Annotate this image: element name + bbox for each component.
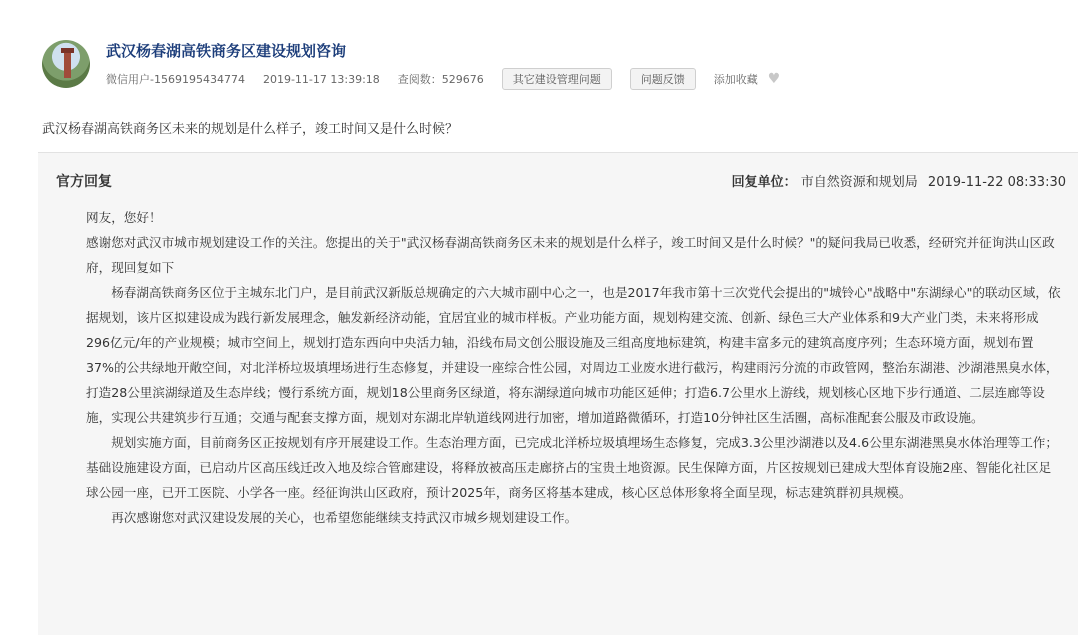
official-reply-panel <box>38 152 1078 635</box>
reply-paragraph: 规划实施方面，目前商务区正按规划有序开展建设工作。生态治理方面，已完成北洋桥垃圾填埋场生态修复，完成3.3公里沙湖港以及4.6公里东湖港黑臭水体治理等工作；基础设施建设方面，已启动片区高压线迁改入地及综合管廊建设，将释放被高压走廊挤占的宝贵土地资源。民生保障方面，片区按规划已建成大型体育设施2座、智能化社区足球公园一座，已开工医院、小学各一座。经征询洪山区政府，预计2025年，商务区将基本建成，核心区总体形象将全面呈现，标志建筑群初具规模。 <box>86 435 1058 500</box>
add-favorite-button[interactable]: 添加收藏 <box>713 73 758 86</box>
reply-unit-label: 回复单位： <box>731 175 797 190</box>
reply-info <box>732 171 1066 190</box>
reply-header <box>38 153 1078 193</box>
category-tag-button[interactable]: 其它建设管理问题 <box>502 68 612 90</box>
post-datetime: 2019-11-17 13:39:18 <box>262 72 380 86</box>
question-text: 武汉杨春湖高铁商务区未来的规划是什么样子，竣工时间又是什么时候？ <box>42 122 459 137</box>
feedback-button[interactable]: 问题反馈 <box>630 68 696 90</box>
reply-unit: 市自然资源和规划局 <box>800 175 918 190</box>
reply-datetime: 2019-11-22 08:33:30 <box>927 175 1066 190</box>
post-title[interactable]: 武汉杨春湖高铁商务区建设规划咨询 <box>106 42 347 60</box>
post-meta <box>106 68 798 90</box>
official-reply-label: 官方回复 <box>56 174 112 190</box>
heart-icon[interactable]: ♥ <box>767 71 781 87</box>
reply-paragraph: 杨春湖高铁商务区位于主城东北门户，是目前武汉新版总规确定的六大城市副中心之一，也是2017年我市第十三次党代会提出的"城铃心"战略中"东湖绿心"的联动区域，依据规划，该片区拟建设成为践行新发展理念，触发新经济动能，宜居宜业的城市样板。产业功能方面，规划构建交流、创新、绿色三大产业体系和9大产业门类，未来将形成296亿元/年的产业规模；城市空间上，规划打造东西向中央活力轴，沿线布局文创公服设施及三组高度地标建筑，构建丰富多元的建筑高度序列；生态环境方面，规划布置37%的公共绿地开敞空间，对北洋桥垃圾填埋场进行生态修复，并建设一座综合性公园，对周边工业废水进行截污，构建雨污分流的市政管网，整治东湖港、沙湖港黑臭水体，打造28公里滨湖绿道及生态岸线；慢行系统方面，规划18公里商务区绿道，将东湖绿道向城市功能区延伸；打造6.7公里水上游线，规划核心区地下步行通道、二层连廊等设施，实现公共建筑步行互通；交通与配套支撑方面，规划对东湖北岸轨道线网进行加密，增加道路微循环，打造10分钟社区生活圈，高标准配套公服及市政设施。 <box>86 285 1061 425</box>
reply-content <box>86 205 1061 530</box>
author-name: 微信用户-1569195434774 <box>106 73 245 86</box>
avatar[interactable] <box>42 40 90 88</box>
reply-paragraph: 网友，您好！ <box>86 210 162 225</box>
view-count: 查阅数：529676 <box>397 73 484 86</box>
reply-paragraph: 感谢您对武汉市城市规划建设工作的关注。您提出的关于"武汉杨春湖高铁商务区未来的规划是什么样子，竣工时间又是什么时候？"的疑问我局已收悉，经研究并征询洪山区政府，现回复如下 <box>86 235 1055 275</box>
reply-paragraph: 再次感谢您对武汉建设发展的关心，也希望您能继续支持武汉市城乡规划建设工作。 <box>111 510 578 525</box>
post-header <box>42 38 1042 88</box>
